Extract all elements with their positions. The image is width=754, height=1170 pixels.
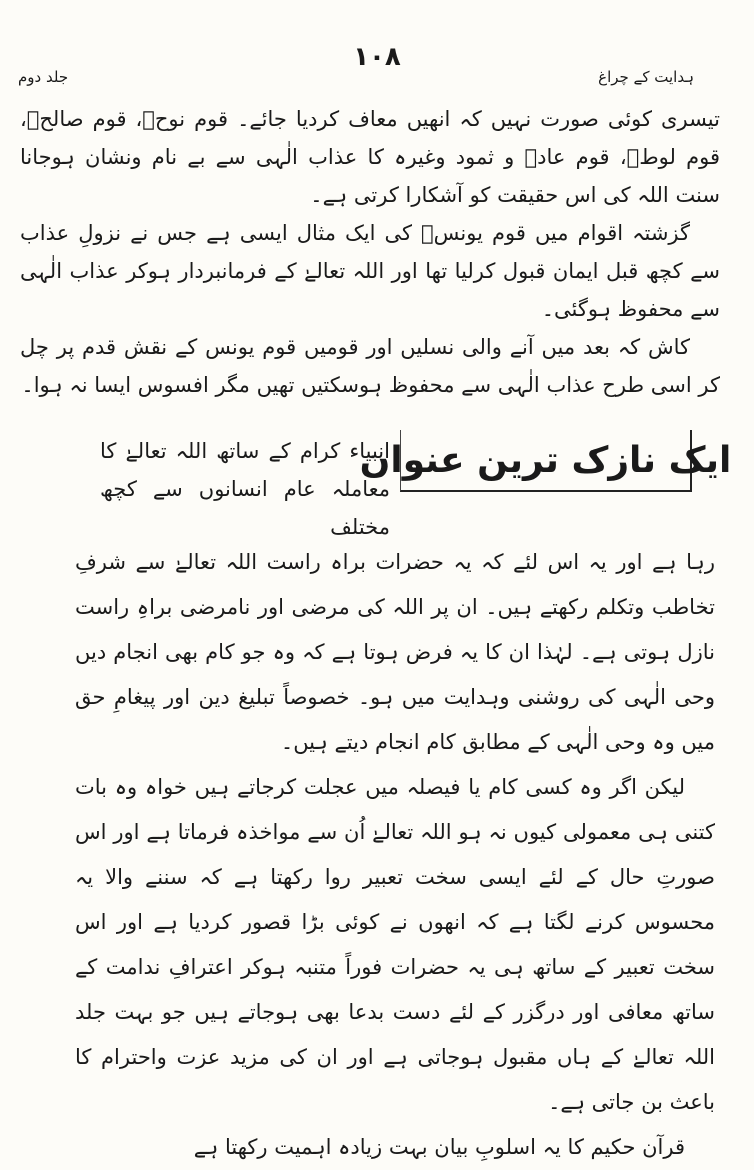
book-title: ہدایت کے چراغ bbox=[598, 68, 694, 86]
intro-paragraph-2: گزشتہ اقوام میں قوم یونسؑ کی ایک مثال ایسی ہے جس نے نزولِ عذاب سے کچھ قبل ایمان قبول کرلیا تھا اور اللہ تعالےٰ کے فرمانبردار ہوکر عذاب الٰہی سے محفوظ ہوگئی۔ bbox=[20, 221, 720, 321]
intro-paragraph-3: کاش کہ بعد میں آنے والی نسلیں اور قومیں قوم یونس کے نقش قدم پر چل کر اسی طرح عذاب الٰہی سے محفوظ ہوسکتیں تھیں مگر افسوس ایسا نہ ہوا۔ bbox=[20, 335, 720, 397]
volume-label: جلد دوم bbox=[18, 68, 69, 86]
body-paragraph-1: رہا ہے اور یہ اس لئے کہ یہ حضرات براہ راست اللہ تعالےٰ سے شرفِ تخاطب وتکلم رکھتے ہیں۔ ان پر اللہ کی مرضی اور نامرضی براہِ راست نازل ہوتی ہے۔ لہٰذا ان کا یہ فرض ہوتا ہے کہ وہ جو کام بھی انجام دیں وحی الٰہی کی روشنی وہدایت میں ہو۔ خصوصاً تبلیغ دین اور پیغامِ حق میں وہ وحی الٰہی کے مطابق کام انجام دیتے ہیں۔ bbox=[75, 550, 715, 754]
section-heading: ایک نازک ترین عنوان bbox=[400, 430, 692, 492]
intro-text bbox=[20, 100, 720, 404]
section-side-text: انبیاء کرام کے ساتھ اللہ تعالےٰ کا معاملہ عام انسانوں سے کچھ مختلف bbox=[100, 439, 390, 539]
intro-paragraph-1: تیسری کوئی صورت نہیں کہ انھیں معاف کردیا جائے۔ قوم نوحؑ، قوم صالحؑ، قوم لوطؑ، قوم عادؑ و ثمود وغیرہ کا عذاب الٰہی سے بے نام ونشان ہوجانا سنت اللہ کی اس حقیقت کو آشکارا کرتی ہے۔ bbox=[20, 107, 720, 207]
section-body bbox=[75, 540, 715, 1170]
body-paragraph-2: لیکن اگر وہ کسی کام یا فیصلہ میں عجلت کرجاتے ہیں خواہ وہ بات کتنی ہی معمولی کیوں نہ ہو اللہ تعالےٰ اُن سے مواخذہ فرماتا ہے اور اس صورتِ حال کے لئے ایسی سخت تعبیر روا رکھتا ہے کہ سننے والا یہ محسوس کرنے لگتا ہے کہ انھوں نے کوئی بڑا قصور کردیا ہے اور اس سخت تعبیر کے ساتھ ہی یہ حضرات فوراً متنبہ ہوکر اعترافِ ندامت کے ساتھ معافی اور درگزر کے لئے دست بدعا بھی ہوجاتے ہیں جو بہت جلد اللہ تعالےٰ کے ہاں مقبول ہوجاتی ہے اور ان کی مزید عزت واحترام کا باعث بن جاتی ہے۔ bbox=[75, 775, 715, 1114]
page-number: ۱۰۸ bbox=[353, 42, 401, 72]
body-paragraph-3: قرآن حکیم کا یہ اسلوبِ بیان بہت زیادہ اہمیت رکھتا ہے bbox=[193, 1135, 685, 1159]
